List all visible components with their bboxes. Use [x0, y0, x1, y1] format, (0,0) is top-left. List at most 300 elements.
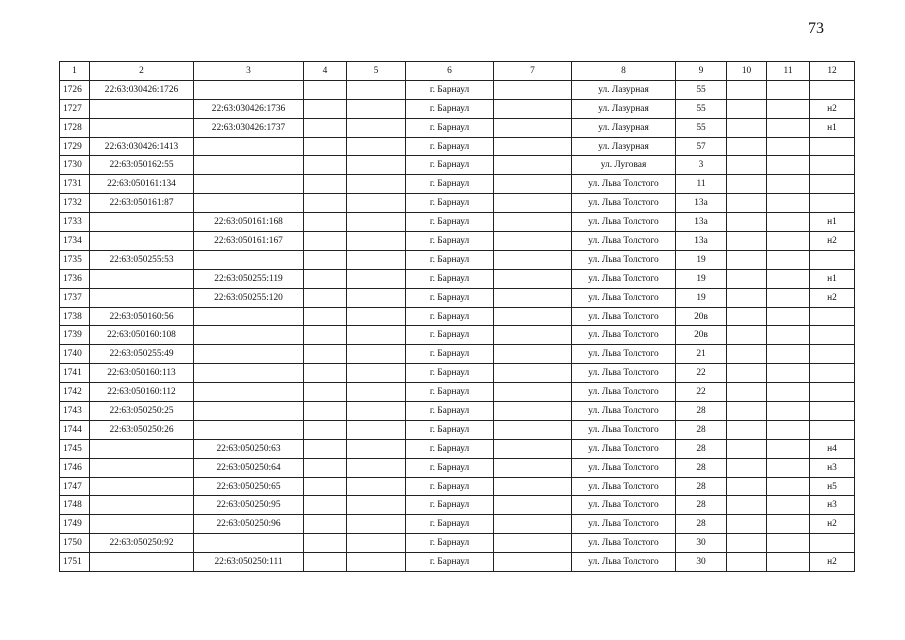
table-cell [194, 345, 304, 364]
table-cell [727, 420, 767, 439]
table-cell: ул. Льва Толстого [572, 250, 676, 269]
table-cell [194, 156, 304, 175]
table-cell: ул. Льва Толстого [572, 194, 676, 213]
table-cell [194, 420, 304, 439]
table-cell: 1749 [60, 515, 90, 534]
table-cell [494, 420, 572, 439]
table-cell: г. Барнаул [406, 194, 494, 213]
table-cell: 1747 [60, 477, 90, 496]
table-cell: 28 [676, 402, 727, 421]
table-row [60, 420, 855, 439]
table-cell [304, 345, 347, 364]
table-cell [347, 326, 406, 345]
table-cell: н1 [810, 213, 855, 232]
table-cell: 22:63:050250:25 [90, 402, 194, 421]
table-cell [347, 232, 406, 251]
table-cell [494, 250, 572, 269]
table-row [60, 269, 855, 288]
table-cell: 1740 [60, 345, 90, 364]
table-cell: г. Барнаул [406, 307, 494, 326]
table-cell [767, 496, 810, 515]
registry-table [59, 61, 855, 572]
table-row [60, 156, 855, 175]
table-cell: 1745 [60, 439, 90, 458]
table-cell [90, 458, 194, 477]
table-cell [494, 383, 572, 402]
table-row [60, 553, 855, 572]
table-cell: г. Барнаул [406, 326, 494, 345]
table-cell: 11 [676, 175, 727, 194]
table-cell: 28 [676, 515, 727, 534]
table-cell: 1743 [60, 402, 90, 421]
table-cell: г. Барнаул [406, 439, 494, 458]
table-cell [347, 458, 406, 477]
table-cell: г. Барнаул [406, 269, 494, 288]
table-cell [90, 118, 194, 137]
table-cell: 22 [676, 383, 727, 402]
table-cell: 1728 [60, 118, 90, 137]
table-cell [90, 288, 194, 307]
table-cell [347, 250, 406, 269]
table-cell: 22:63:050162:55 [90, 156, 194, 175]
table-cell [727, 288, 767, 307]
table-cell: 22:63:050160:113 [90, 364, 194, 383]
table-cell [727, 269, 767, 288]
column-header: 6 [406, 62, 494, 81]
table-row [60, 232, 855, 251]
header-row [60, 62, 855, 81]
table-cell [194, 307, 304, 326]
table-cell [347, 383, 406, 402]
table-cell [304, 288, 347, 307]
table-cell [810, 364, 855, 383]
table-row [60, 345, 855, 364]
table-cell: 22:63:050255:49 [90, 345, 194, 364]
table-cell: н2 [810, 99, 855, 118]
table-cell [304, 420, 347, 439]
table-cell [347, 402, 406, 421]
table-cell: 19 [676, 269, 727, 288]
column-header: 10 [727, 62, 767, 81]
table-cell [767, 477, 810, 496]
table-cell: 1734 [60, 232, 90, 251]
table-cell: 1737 [60, 288, 90, 307]
table-cell [767, 364, 810, 383]
table-cell: г. Барнаул [406, 420, 494, 439]
table-cell [304, 553, 347, 572]
table-cell [727, 194, 767, 213]
table-cell: 22:63:030426:1737 [194, 118, 304, 137]
table-cell: 20в [676, 326, 727, 345]
table-cell: 22:63:050160:108 [90, 326, 194, 345]
table-cell: 22:63:050161:134 [90, 175, 194, 194]
table-row [60, 175, 855, 194]
table-cell: ул. Льва Толстого [572, 383, 676, 402]
table-cell: 13а [676, 213, 727, 232]
table-cell: г. Барнаул [406, 118, 494, 137]
table-cell: 28 [676, 458, 727, 477]
table-cell [727, 80, 767, 99]
table-cell [90, 477, 194, 496]
table-cell: 1741 [60, 364, 90, 383]
table-cell: 1738 [60, 307, 90, 326]
table-cell [727, 99, 767, 118]
table-cell [304, 213, 347, 232]
table-cell [494, 534, 572, 553]
table-cell: 1732 [60, 194, 90, 213]
table-row [60, 402, 855, 421]
table-cell [727, 307, 767, 326]
table-cell [347, 477, 406, 496]
table-cell [90, 496, 194, 515]
table-cell [810, 137, 855, 156]
table-cell: ул. Льва Толстого [572, 345, 676, 364]
table-cell: 1735 [60, 250, 90, 269]
table-cell [727, 345, 767, 364]
table-cell [90, 439, 194, 458]
table-cell [194, 250, 304, 269]
table-cell: 22:63:050250:111 [194, 553, 304, 572]
column-header: 11 [767, 62, 810, 81]
table-cell: ул. Льва Толстого [572, 458, 676, 477]
table-cell [304, 137, 347, 156]
table-cell: 57 [676, 137, 727, 156]
table-cell [304, 156, 347, 175]
table-cell [347, 439, 406, 458]
table-cell [494, 402, 572, 421]
table-row [60, 534, 855, 553]
table-cell: 1731 [60, 175, 90, 194]
table-cell [810, 326, 855, 345]
table-cell: 22:63:030426:1726 [90, 80, 194, 99]
table-cell [304, 515, 347, 534]
table-cell [727, 364, 767, 383]
table-cell: 1746 [60, 458, 90, 477]
table-cell [727, 137, 767, 156]
table-cell [494, 213, 572, 232]
table-cell [727, 496, 767, 515]
table-cell [304, 458, 347, 477]
table-cell: 19 [676, 288, 727, 307]
table-cell [347, 118, 406, 137]
column-header: 7 [494, 62, 572, 81]
table-cell: 28 [676, 439, 727, 458]
table-row [60, 515, 855, 534]
table-cell: ул. Льва Толстого [572, 515, 676, 534]
table-cell [494, 553, 572, 572]
table-cell: 28 [676, 496, 727, 515]
table-cell: 22:63:050161:167 [194, 232, 304, 251]
table-cell: г. Барнаул [406, 477, 494, 496]
table-cell: ул. Льва Толстого [572, 213, 676, 232]
table-cell [494, 156, 572, 175]
table-cell [90, 213, 194, 232]
table-cell: 22:63:050160:112 [90, 383, 194, 402]
table-cell: г. Барнаул [406, 553, 494, 572]
table-cell [304, 439, 347, 458]
table-cell: 20в [676, 307, 727, 326]
table-cell [304, 250, 347, 269]
table-row [60, 364, 855, 383]
table-cell: 3 [676, 156, 727, 175]
table-cell: г. Барнаул [406, 402, 494, 421]
table-cell: н3 [810, 496, 855, 515]
table-cell: ул. Лазурная [572, 118, 676, 137]
table-row [60, 496, 855, 515]
table-cell [494, 307, 572, 326]
table-cell [304, 269, 347, 288]
table-cell [767, 80, 810, 99]
table-cell: 28 [676, 420, 727, 439]
table-cell [347, 156, 406, 175]
table-cell [90, 553, 194, 572]
table-cell [304, 534, 347, 553]
table-cell: н2 [810, 288, 855, 307]
table-cell: г. Барнаул [406, 99, 494, 118]
table-cell [767, 232, 810, 251]
table-cell: 22:63:050250:26 [90, 420, 194, 439]
table-cell: 1733 [60, 213, 90, 232]
table-cell [304, 307, 347, 326]
table-cell: г. Барнаул [406, 345, 494, 364]
table-cell [767, 213, 810, 232]
table-cell [304, 194, 347, 213]
table-cell [767, 175, 810, 194]
table-cell [767, 402, 810, 421]
table-cell: н2 [810, 553, 855, 572]
table-cell: 1744 [60, 420, 90, 439]
table-cell: 1748 [60, 496, 90, 515]
table-cell [304, 383, 347, 402]
table-cell [347, 175, 406, 194]
table-cell [194, 80, 304, 99]
table-cell: 55 [676, 99, 727, 118]
table-cell: ул. Льва Толстого [572, 269, 676, 288]
column-header: 4 [304, 62, 347, 81]
table-cell: 22:63:050255:120 [194, 288, 304, 307]
table-cell: 19 [676, 250, 727, 269]
table-cell: 22:63:050161:168 [194, 213, 304, 232]
table-cell [767, 250, 810, 269]
table-cell: 28 [676, 477, 727, 496]
table-cell: г. Барнаул [406, 496, 494, 515]
table-cell: ул. Льва Толстого [572, 402, 676, 421]
table-cell [90, 232, 194, 251]
table-cell: ул. Льва Толстого [572, 477, 676, 496]
table-row [60, 137, 855, 156]
table-cell [494, 515, 572, 534]
column-header: 3 [194, 62, 304, 81]
table-cell [767, 326, 810, 345]
table-cell [767, 345, 810, 364]
table-cell [194, 194, 304, 213]
table-cell: 22:63:030426:1413 [90, 137, 194, 156]
table-cell: н2 [810, 515, 855, 534]
table-cell: 55 [676, 80, 727, 99]
table-cell [194, 383, 304, 402]
table-cell: ул. Льва Толстого [572, 307, 676, 326]
table-cell [810, 156, 855, 175]
table-cell [767, 439, 810, 458]
table-cell [494, 194, 572, 213]
table-cell: ул. Лазурная [572, 80, 676, 99]
table-cell [767, 515, 810, 534]
table-cell [494, 439, 572, 458]
table-cell [90, 515, 194, 534]
table-cell [304, 175, 347, 194]
table-cell [727, 458, 767, 477]
table-row [60, 326, 855, 345]
table-cell: 22:63:050250:63 [194, 439, 304, 458]
table-cell [727, 477, 767, 496]
table-cell: 1742 [60, 383, 90, 402]
table-cell: 30 [676, 553, 727, 572]
table-cell: ул. Льва Толстого [572, 496, 676, 515]
table-cell [810, 250, 855, 269]
table-body [60, 80, 855, 571]
table-cell [727, 515, 767, 534]
table-cell: г. Барнаул [406, 364, 494, 383]
table-cell: г. Барнаул [406, 534, 494, 553]
table-row [60, 118, 855, 137]
table-cell [304, 232, 347, 251]
table-cell: ул. Льва Толстого [572, 439, 676, 458]
table-cell: 22 [676, 364, 727, 383]
table-cell [767, 553, 810, 572]
table-cell: ул. Льва Толстого [572, 553, 676, 572]
table-row [60, 288, 855, 307]
table-cell [304, 99, 347, 118]
table-cell [494, 364, 572, 383]
table-cell: н5 [810, 477, 855, 496]
table-cell [727, 553, 767, 572]
table-cell [810, 80, 855, 99]
table-cell [494, 269, 572, 288]
table-cell: г. Барнаул [406, 156, 494, 175]
table-row [60, 80, 855, 99]
table-cell [347, 307, 406, 326]
table-cell [727, 534, 767, 553]
table-cell [194, 326, 304, 345]
table-cell [767, 156, 810, 175]
table-cell [494, 80, 572, 99]
table-cell [347, 213, 406, 232]
table-cell [810, 175, 855, 194]
table-cell: 21 [676, 345, 727, 364]
table-cell: 22:63:050255:53 [90, 250, 194, 269]
table-cell [810, 420, 855, 439]
column-header: 12 [810, 62, 855, 81]
table-cell [347, 288, 406, 307]
table-cell [347, 515, 406, 534]
column-header: 1 [60, 62, 90, 81]
column-header: 2 [90, 62, 194, 81]
column-header: 9 [676, 62, 727, 81]
table-row [60, 213, 855, 232]
table-cell: г. Барнаул [406, 458, 494, 477]
table-cell [767, 137, 810, 156]
table-cell: г. Барнаул [406, 80, 494, 99]
table-cell [347, 345, 406, 364]
table-cell: ул. Лазурная [572, 99, 676, 118]
table-cell: 22:63:050250:95 [194, 496, 304, 515]
table-row [60, 99, 855, 118]
table-row [60, 477, 855, 496]
table-cell [194, 402, 304, 421]
table-cell: н1 [810, 269, 855, 288]
table-cell: 1727 [60, 99, 90, 118]
table-cell: г. Барнаул [406, 383, 494, 402]
table-cell [494, 345, 572, 364]
table-cell: ул. Луговая [572, 156, 676, 175]
table-cell [810, 534, 855, 553]
table-cell: 1736 [60, 269, 90, 288]
table-cell: ул. Льва Толстого [572, 175, 676, 194]
table-cell: ул. Лазурная [572, 137, 676, 156]
table-cell [494, 288, 572, 307]
table-cell [727, 439, 767, 458]
table-cell [727, 326, 767, 345]
table-cell [90, 99, 194, 118]
table-cell: г. Барнаул [406, 515, 494, 534]
table-cell: 22:63:050255:119 [194, 269, 304, 288]
table-cell [90, 269, 194, 288]
table-cell: 22:63:050250:65 [194, 477, 304, 496]
table-cell [494, 326, 572, 345]
table-cell [727, 232, 767, 251]
table-cell: 1726 [60, 80, 90, 99]
table-cell [727, 250, 767, 269]
table-cell [810, 345, 855, 364]
table-cell [810, 194, 855, 213]
table-cell [767, 118, 810, 137]
table-cell: 30 [676, 534, 727, 553]
table-cell [767, 269, 810, 288]
table-row [60, 383, 855, 402]
table-cell [727, 156, 767, 175]
page-number: 73 [808, 20, 824, 37]
column-header: 8 [572, 62, 676, 81]
table-cell [494, 137, 572, 156]
table-cell [347, 534, 406, 553]
table-cell [347, 99, 406, 118]
table-cell [347, 269, 406, 288]
table-cell [810, 383, 855, 402]
table-cell [494, 496, 572, 515]
table-cell [194, 175, 304, 194]
table-cell: г. Барнаул [406, 288, 494, 307]
table-cell [304, 80, 347, 99]
table-cell [347, 80, 406, 99]
table-cell [810, 307, 855, 326]
table-cell: ул. Льва Толстого [572, 364, 676, 383]
table-cell: г. Барнаул [406, 175, 494, 194]
table-cell: 22:63:050250:64 [194, 458, 304, 477]
table-row [60, 307, 855, 326]
table-cell: 1730 [60, 156, 90, 175]
table-cell [304, 477, 347, 496]
table-cell: 22:63:050161:87 [90, 194, 194, 213]
table-cell [347, 496, 406, 515]
table-cell [767, 420, 810, 439]
table-cell: 22:63:050160:56 [90, 307, 194, 326]
table-cell [494, 458, 572, 477]
table-cell [194, 364, 304, 383]
table-cell: 13а [676, 232, 727, 251]
table-cell: н4 [810, 439, 855, 458]
table-cell [727, 402, 767, 421]
table-cell [494, 232, 572, 251]
